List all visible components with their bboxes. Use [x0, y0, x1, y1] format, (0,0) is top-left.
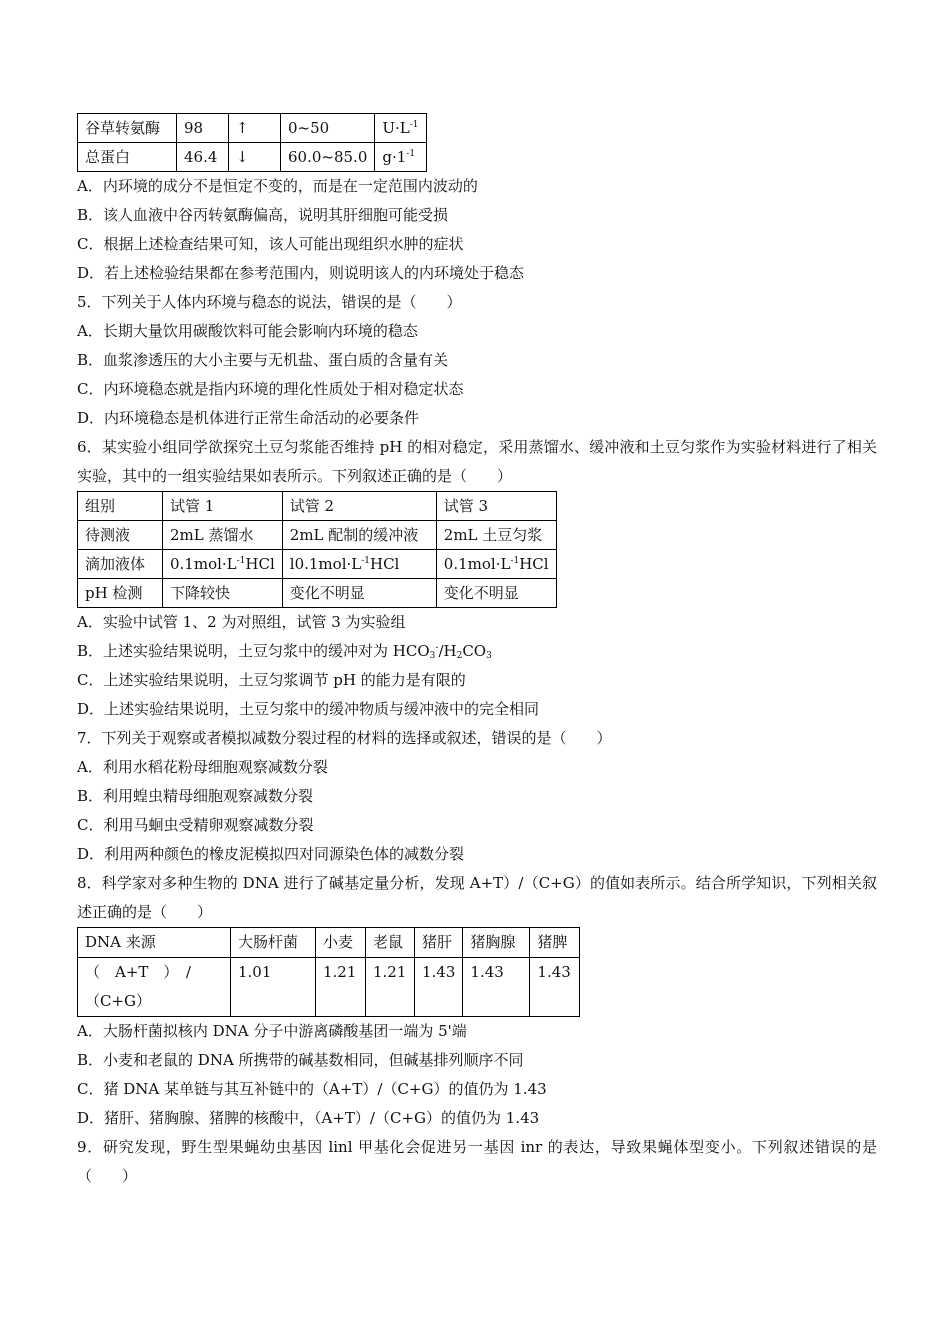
q8-stem: 8．科学家对多种生物的 DNA 进行了碱基定量分析，发现 A+T）/（C+G）的值如表所示。结合所学知识，下列相关叙述正确的是（ ）: [77, 874, 877, 921]
table-row: [78, 928, 580, 958]
unit-text: U·L: [382, 119, 410, 137]
q4-option-c: C．根据上述检查结果可知，该人可能出现组织水肿的症状: [77, 235, 464, 253]
table-header-cell: DNA 来源: [78, 928, 231, 958]
q4-option-d: D．若上述检验结果都在参考范围内，则说明该人的内环境处于稳态: [77, 264, 525, 282]
table-cell: 滴加液体: [78, 550, 163, 579]
table-cell: ↓: [229, 143, 281, 172]
table-cell: [375, 143, 427, 172]
table-header-cell: 猪肝: [415, 928, 463, 958]
table-cell: 2mL 配制的缓冲液: [282, 521, 436, 550]
table-cell: [375, 114, 427, 143]
table-row: [78, 521, 557, 550]
subscript: 3: [486, 651, 492, 661]
table-cell: 1.43: [530, 958, 580, 1017]
table-header-cell: 试管 1: [163, 492, 283, 521]
option-text: B．上述实验结果说明，土豆匀浆中的缓冲对为 HCO: [77, 642, 430, 660]
table-cell: 1.21: [316, 958, 366, 1017]
table-cell: 变化不明显: [282, 579, 436, 608]
conc-sup: -1: [236, 556, 246, 566]
table-cell: 变化不明显: [436, 579, 556, 608]
table-cell: [282, 550, 436, 579]
q6-option-c: C．上述实验结果说明，土豆匀浆调节 pH 的能力是有限的: [77, 671, 466, 689]
q8-option-a: A．大肠杆菌拟核内 DNA 分子中游离磷酸基团一端为 5'端: [77, 1022, 467, 1040]
conc-text: HCl: [519, 555, 549, 573]
table-cell: 谷草转氨酶: [78, 114, 177, 143]
unit-sup: -1: [406, 149, 416, 159]
superscript: -: [435, 643, 439, 653]
table-cell: 总蛋白: [78, 143, 177, 172]
table-header-cell: 猪胸腺: [463, 928, 530, 958]
conc-text: 0.1mol·L: [170, 555, 237, 573]
q7-stem: 7．下列关于观察或者模拟减数分裂过程的材料的选择或叙述，错误的是（ ）: [77, 729, 612, 747]
table-cell: pH 检测: [78, 579, 163, 608]
table-cell: 1.43: [463, 958, 530, 1017]
q5-option-a: A．长期大量饮用碳酸饮料可能会影响内环境的稳态: [77, 322, 418, 340]
q7-option-d: D．利用两种颜色的橡皮泥模拟四对同源染色体的减数分裂: [77, 845, 465, 863]
table-cell: 1.01: [231, 958, 316, 1017]
table-row: [78, 550, 557, 579]
q6-option-a: A．实验中试管 1、2 为对照组，试管 3 为实验组: [77, 613, 406, 631]
q8-dna-table: [77, 927, 580, 1017]
conc-text: l0.1mol·L: [289, 555, 362, 573]
table-header-cell: 大肠杆菌: [231, 928, 316, 958]
q6-experiment-table: [77, 491, 557, 608]
q8-option-d: D．猪肝、猪胸腺、猪脾的核酸中，（A+T）/（C+G）的值仍为 1.43: [77, 1109, 540, 1127]
q5-option-c: C．内环境稳态就是指内环境的理化性质处于相对稳定状态: [77, 380, 464, 398]
ratio-label-line: （C+G）: [85, 992, 152, 1010]
table-cell: [78, 958, 231, 1017]
conc-text: 0.1mol·L: [443, 555, 511, 573]
table-cell: 1.43: [415, 958, 463, 1017]
table-header-cell: 老鼠: [366, 928, 415, 958]
table-row: [78, 143, 427, 172]
table-cell: 98: [177, 114, 229, 143]
table-cell: [436, 550, 556, 579]
table-header-cell: 小麦: [316, 928, 366, 958]
table-row: [78, 492, 557, 521]
table-cell: 60.0~85.0: [281, 143, 375, 172]
table-cell: ↑: [229, 114, 281, 143]
table-header-cell: 试管 2: [282, 492, 436, 521]
q7-option-a: A．利用水稻花粉母细胞观察减数分裂: [77, 758, 328, 776]
ratio-label-line: （ A+T ） /: [85, 963, 191, 981]
unit-text: g·1: [382, 148, 407, 166]
q5-stem: 5．下列关于人体内环境与稳态的说法，错误的是（ ）: [77, 293, 462, 311]
table-cell: 46.4: [177, 143, 229, 172]
q4-lab-table: [77, 113, 427, 172]
subscript: 2: [456, 651, 463, 661]
table-row: [78, 958, 580, 1017]
q7-option-b: B．利用蝗虫精母细胞观察减数分裂: [77, 787, 314, 805]
unit-sup: -1: [409, 120, 419, 130]
table-cell: 2mL 蒸馏水: [163, 521, 283, 550]
table-header-cell: 组别: [78, 492, 163, 521]
table-row: [78, 579, 557, 608]
q6-option-b: [77, 637, 877, 666]
table-header-cell: 试管 3: [436, 492, 556, 521]
q5-option-d: D．内环境稳态是机体进行正常生命活动的必要条件: [77, 409, 420, 427]
table-cell: [163, 550, 283, 579]
q8-option-c: C．猪 DNA 某单链与其互补链中的（A+T）/（C+G）的值仍为 1.43: [77, 1080, 547, 1098]
conc-sup: -1: [510, 556, 520, 566]
q6-option-d: D．上述实验结果说明，土豆匀浆中的缓冲物质与缓冲液中的完全相同: [77, 700, 540, 718]
q4-option-a: A．内环境的成分不是恒定不变的，而是在一定范围内波动的: [77, 177, 478, 195]
table-header-cell: 猪脾: [530, 928, 580, 958]
option-text: /H: [438, 642, 457, 660]
exam-page: [77, 113, 877, 1191]
q6-stem: 6．某实验小组同学欲探究土豆匀浆能否维持 pH 的相对稳定，采用蒸馏水、缓冲液和土豆匀浆作为实验材料进行了相关实验，其中的一组实验结果如表所示。下列叙述正确的是（ ）: [77, 438, 877, 485]
q8-option-b: B．小麦和老鼠的 DNA 所携带的碱基数相同，但碱基排列顺序不同: [77, 1051, 524, 1069]
table-cell: 待测液: [78, 521, 163, 550]
conc-sup: -1: [361, 556, 370, 566]
q5-option-b: B．血浆渗透压的大小主要与无机盐、蛋白质的含量有关: [77, 351, 449, 369]
table-cell: 2mL 土豆匀浆: [436, 521, 556, 550]
table-cell: 1.21: [366, 958, 415, 1017]
q4-option-b: B．该人血液中谷丙转氨酶偏高，说明其肝细胞可能受损: [77, 206, 449, 224]
q7-option-c: C．利用马蛔虫受精卵观察减数分裂: [77, 816, 314, 834]
subscript: 3: [429, 651, 436, 661]
table-cell: 下降较快: [163, 579, 283, 608]
conc-text: HCl: [245, 555, 275, 573]
conc-text: HCl: [370, 555, 400, 573]
option-text: CO: [462, 642, 487, 660]
table-cell: 0~50: [281, 114, 375, 143]
table-row: [78, 114, 427, 143]
q9-stem: 9．研究发现，野生型果蝇幼虫基因 linl 甲基化会促进另一基因 inr 的表达，导致果蝇体型变小。下列叙述错误的是（ ）: [77, 1138, 877, 1185]
